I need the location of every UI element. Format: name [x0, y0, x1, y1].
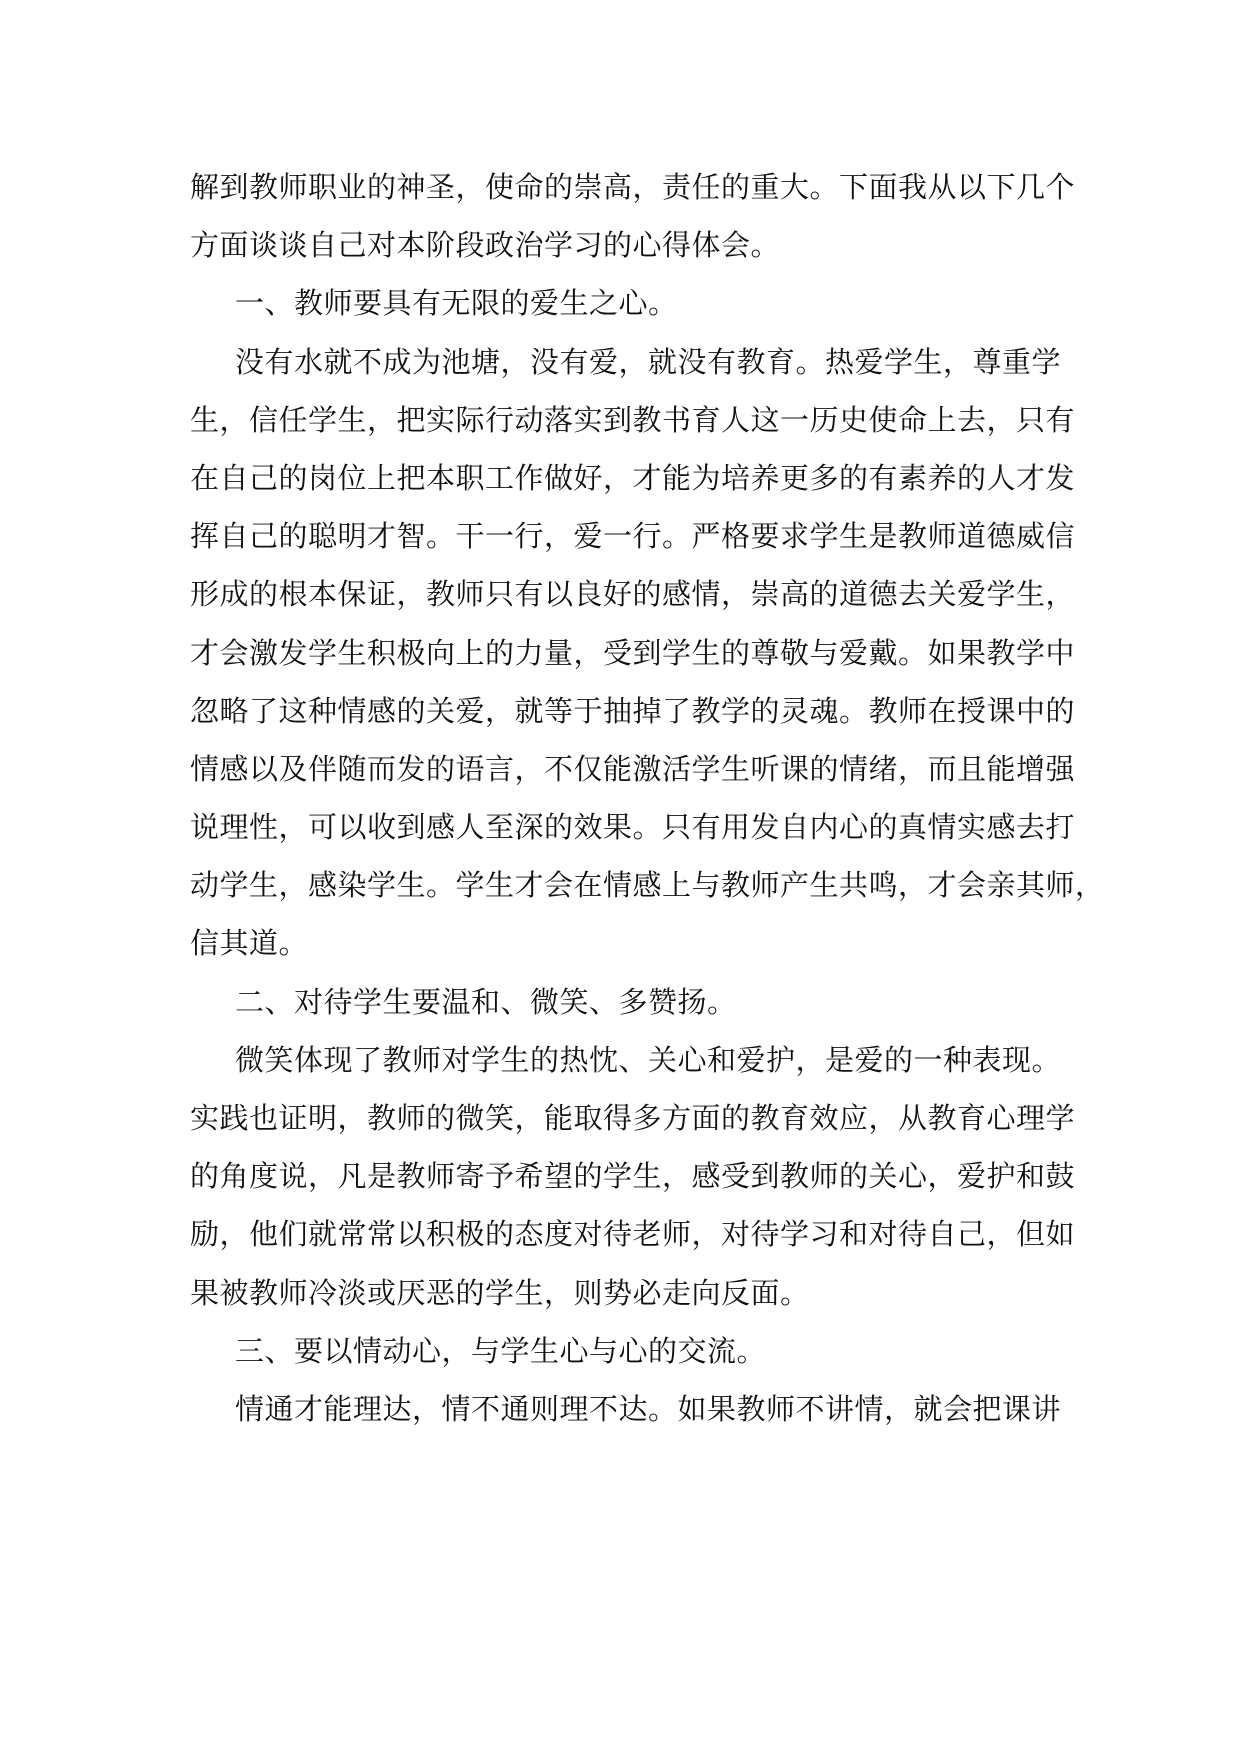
text-line: 一、教师要具有无限的爱生之心。 — [235, 286, 678, 321]
text-line: 生，信任学生，把实际行动落实到教书育人这一历史使命上去，只有 — [190, 402, 1076, 437]
text-line: 励，他们就常常以积极的态度对待老师，对待学习和对待自己，但如 — [190, 1217, 1076, 1252]
text-line: 二、对待学生要温和、微笑、多赞扬。 — [235, 984, 737, 1019]
body-text — [190, 158, 1105, 1438]
text-line: 没有水就不成为池塘，没有爱，就没有教育。热爱学生，尊重学 — [235, 344, 1062, 379]
text-line: 三、要以情动心，与学生心与心的交流。 — [235, 1333, 767, 1368]
text-line: 忽略了这种情感的关爱，就等于抽掉了教学的灵魂。教师在授课中的 — [190, 693, 1076, 728]
text-line: 果被教师冷淡或厌恶的学生，则势必走向反面。 — [190, 1275, 810, 1310]
text-line: 方面谈谈自己对本阶段政治学习的心得体会。 — [190, 228, 781, 263]
text-line: 在自己的岗位上把本职工作做好，才能为培养更多的有素养的人才发 — [190, 460, 1076, 495]
text-line: 动学生，感染学生。学生才会在情感上与教师产生共鸣，才会亲其师， — [190, 868, 1105, 903]
text-line: 说理性，可以收到感人至深的效果。只有用发自内心的真情实感去打 — [190, 810, 1076, 845]
text-line: 微笑体现了教师对学生的热忱、关心和爱护，是爱的一种表现。 — [235, 1042, 1062, 1077]
text-line: 形成的根本保证，教师只有以良好的感情，崇高的道德去关爱学生， — [190, 577, 1076, 612]
text-line: 信其道。 — [190, 926, 309, 961]
text-line: 情感以及伴随而发的语言，不仅能激活学生听课的情绪，而且能增强 — [190, 751, 1076, 786]
text-line: 情通才能理达，情不通则理不达。如果教师不讲情，就会把课讲 — [235, 1391, 1062, 1426]
text-line: 解到教师职业的神圣，使命的崇高，责任的重大。下面我从以下几个 — [190, 170, 1076, 204]
text-line: 实践也证明，教师的微笑，能取得多方面的教育效应，从教育心理学 — [190, 1101, 1076, 1135]
text-line: 才会激发学生积极向上的力量，受到学生的尊敬与爱戴。如果教学中 — [190, 635, 1076, 670]
text-line: 挥自己的聪明才智。干一行，爱一行。严格要求学生是教师道德威信 — [190, 519, 1076, 554]
text-line: 的角度说，凡是教师寄予希望的学生，感受到教师的关心，爱护和鼓 — [190, 1159, 1076, 1194]
